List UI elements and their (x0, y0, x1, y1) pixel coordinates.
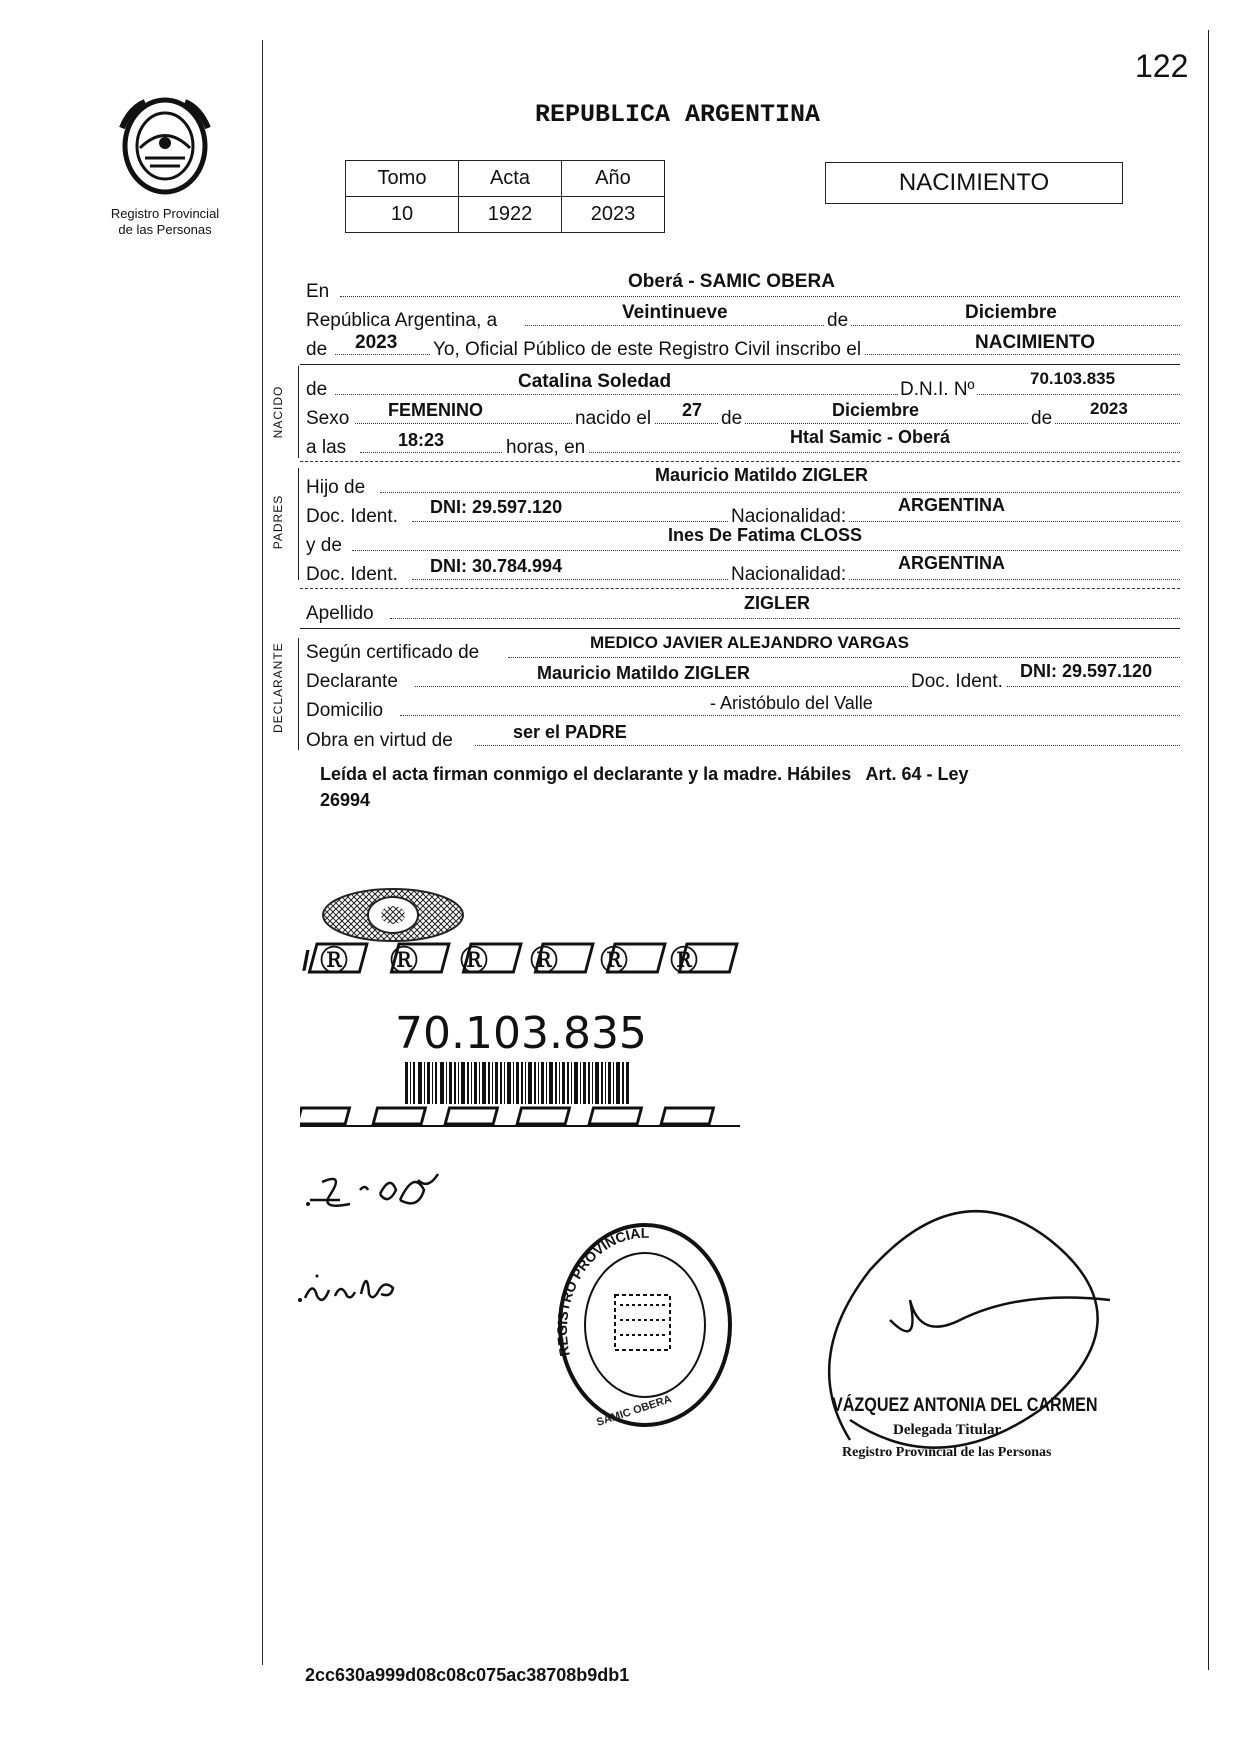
padre-doc-value: DNI: 29.597.120 (430, 497, 563, 517)
security-r-strip-top (300, 940, 740, 976)
nombre-value: Catalina Soledad (518, 371, 672, 392)
label-de2: de (306, 339, 328, 360)
stamp-number: 70.103.835 (395, 1008, 647, 1059)
official-seal (540, 1205, 740, 1435)
domicilio-value: - Aristóbulo del Valle (710, 693, 873, 713)
madre-signature (295, 1260, 425, 1310)
label-de4: de (718, 409, 745, 428)
anio-value: 2023 (561, 197, 664, 233)
madre-doc-value: DNI: 30.784.994 (430, 556, 563, 576)
logo-caption-line1: Registro Provincial (110, 206, 220, 221)
side-label-padres: PADRES (271, 494, 285, 550)
label-segun: Según certificado de (306, 642, 480, 663)
label-nacido-el: nacido el (572, 409, 654, 428)
oval-stamp-icon (540, 1205, 740, 1435)
handwritten-signature-2-icon (295, 1260, 425, 1310)
seal-arc-text: REGISTRO PROVINCIAL (553, 1224, 650, 1358)
province-logo (110, 88, 220, 198)
label-en: En (306, 281, 330, 302)
side-label-nacido: NACIDO (271, 385, 285, 439)
label-dni: D.N.I. Nº (900, 379, 975, 400)
madre-value: Ines De Fatima CLOSS (668, 525, 863, 545)
label-horas-en: horas, en (503, 438, 588, 457)
col-header-acta: Acta (458, 161, 561, 197)
label-nacionalidad-madre: Nacionalidad: (728, 565, 849, 584)
seal-bottom-text: SAMIC OBERA (595, 1393, 674, 1429)
anio-nac-value: 2023 (1090, 399, 1128, 418)
label-sexo: Sexo (306, 408, 350, 429)
label-de1: de (827, 310, 849, 331)
note-line2: 26994 (320, 790, 371, 810)
registry-table (345, 160, 665, 233)
mes-value: Diciembre (965, 302, 1057, 323)
dia-letras-value: Veintinueve (622, 302, 728, 323)
madre-nac-value: ARGENTINA (898, 553, 1005, 573)
apellido-value: ZIGLER (744, 593, 810, 613)
svg-text:Ⓡ: Ⓡ (320, 945, 349, 976)
left-margin-line (262, 40, 263, 1665)
padre-value: Mauricio Matildo ZIGLER (655, 465, 869, 485)
hologram-pattern-icon (318, 885, 468, 945)
label-yo: Yo, Oficial Público de este Registro Civil inscribo el (430, 340, 864, 359)
label-doc-ident-declarante: Doc. Ident. (908, 672, 1006, 691)
svg-text:Ⓡ: Ⓡ (530, 945, 559, 976)
label-republica: República Argentina, a (306, 310, 498, 331)
security-hologram (318, 885, 468, 945)
declarante-signature (300, 1160, 460, 1220)
col-header-tomo: Tomo (346, 161, 459, 197)
anio-value-text: 2023 (355, 332, 398, 353)
col-header-anio: Año (561, 161, 664, 197)
page-title: REPUBLICA ARGENTINA (535, 100, 821, 129)
table-row (346, 197, 665, 233)
svg-text:Ⓡ: Ⓡ (600, 945, 629, 976)
label-de3: de (306, 379, 328, 400)
declarante-doc-value: DNI: 29.597.120 (1020, 661, 1153, 681)
label-de5: de (1028, 409, 1055, 428)
security-r-strip-bottom (300, 1106, 740, 1128)
mes-nac-value: Diciembre (832, 400, 920, 420)
label-obra: Obra en virtud de (306, 730, 453, 751)
label-domicilio: Domicilio (306, 700, 384, 721)
lugar-value: Oberá - SAMIC OBERA (628, 271, 835, 292)
act-type-box (825, 162, 1123, 204)
label-hijo-de: Hijo de (306, 477, 366, 498)
barcode (405, 1062, 630, 1104)
label-nacionalidad-padre: Nacionalidad: (728, 507, 849, 526)
document-hash: 2cc630a999d08c08c075ac38708b9db1 (305, 1665, 630, 1685)
svg-text:Ⓡ: Ⓡ (460, 945, 489, 976)
sexo-value: FEMENINO (388, 400, 484, 420)
tipo-value: NACIMIENTO (975, 332, 1095, 353)
act-type-label: NACIMIENTO (898, 169, 1050, 196)
page-number: 122 (1135, 48, 1189, 84)
table-row (346, 161, 665, 197)
r-pattern-bottom-icon (300, 1106, 740, 1128)
acta-value: 1922 (458, 197, 561, 233)
official-role: Delegada Titular (893, 1422, 1002, 1438)
label-declarante: Declarante (306, 671, 398, 692)
hora-value: 18:23 (398, 430, 445, 450)
label-doc-ident-madre: Doc. Ident. (306, 564, 398, 585)
handwritten-signature-icon (300, 1160, 460, 1220)
svg-text:Ⓡ: Ⓡ (390, 945, 419, 976)
side-label-declarante: DECLARANTE (271, 642, 285, 733)
lugar-nac-value: Htal Samic - Oberá (790, 427, 951, 447)
declarante-value: Mauricio Matildo ZIGLER (537, 663, 751, 683)
note-line1: Leída el acta firman conmigo el declarante y la madre. Hábiles Art. 64 - Ley (320, 764, 969, 784)
official-name: VÁZQUEZ ANTONIA DEL CARMEN (832, 1395, 1098, 1416)
svg-text:/: / (302, 945, 310, 976)
r-pattern-icon (300, 940, 740, 976)
svg-text:REGISTRO PROVINCIAL (554, 1225, 650, 1358)
label-apellido: Apellido (306, 603, 374, 624)
official-org: Registro Provincial de las Personas (842, 1445, 1052, 1460)
logo-caption-line2: de las Personas (118, 222, 212, 237)
label-y-de: y de (306, 535, 342, 556)
label-a-las: a las (306, 437, 347, 458)
padre-nac-value: ARGENTINA (898, 495, 1005, 515)
dni-value: 70.103.835 (1030, 369, 1116, 388)
dia-nac-value: 27 (682, 400, 703, 420)
tomo-value: 10 (346, 197, 459, 233)
certificado-value: MEDICO JAVIER ALEJANDRO VARGAS (590, 633, 909, 652)
barcode-icon (405, 1062, 630, 1104)
right-margin-line (1208, 30, 1209, 1670)
label-doc-ident-padre: Doc. Ident. (306, 506, 398, 527)
province-seal-icon (110, 88, 220, 198)
obra-value: ser el PADRE (513, 722, 627, 742)
svg-text:Ⓡ: Ⓡ (670, 945, 699, 976)
